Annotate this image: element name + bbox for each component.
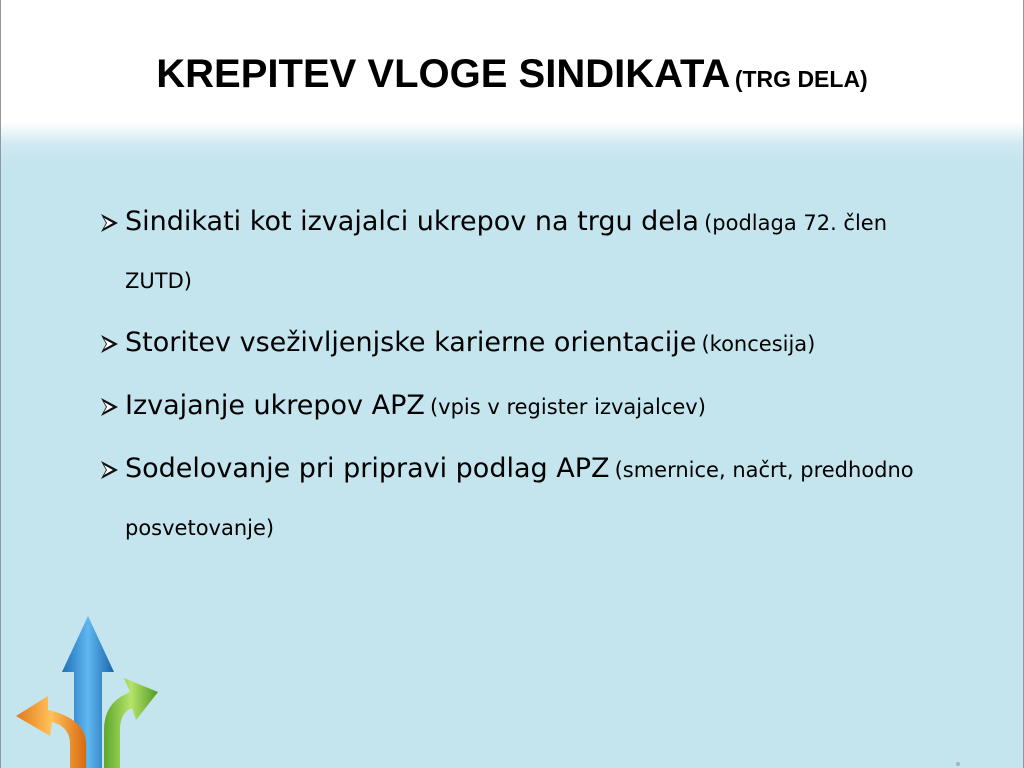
- arrowhead-bullet-icon: [97, 332, 121, 356]
- title-main-text: KREPITEV VLOGE SINDIKATA: [156, 52, 731, 96]
- slide-left-border: [0, 0, 1, 768]
- bullet-note: (koncesija): [701, 332, 816, 356]
- bullet-note: (vpis v register izvajalcev): [429, 395, 706, 419]
- bullet-item: [97, 194, 927, 311]
- bullet-text: Sindikati kot izvajalci ukrepov na trgu dela: [125, 206, 699, 237]
- multicolor-arrows-logo-icon: [8, 612, 168, 768]
- slide-title: [0, 52, 1024, 97]
- bullet-note: (smernice, načrt, predhodno posvetovanje): [125, 458, 914, 540]
- bullet-item: [97, 378, 927, 437]
- page-marker-dot: [956, 762, 960, 766]
- arrowhead-bullet-icon: [97, 395, 121, 419]
- bullet-text: Izvajanje ukrepov APZ: [125, 390, 425, 421]
- title-note-text: (TRG DELA): [734, 66, 868, 92]
- bullet-item: [97, 441, 927, 558]
- bullet-note: (podlaga 72. člen ZUTD): [125, 211, 888, 293]
- bullet-list: [97, 194, 927, 562]
- bullet-item: [97, 315, 927, 374]
- bullet-text: Storitev vseživljenjske karierne orientacije: [125, 327, 697, 358]
- arrowhead-bullet-icon: [97, 211, 121, 235]
- arrowhead-bullet-icon: [97, 458, 121, 482]
- bullet-text: Sodelovanje pri pripravi podlag APZ: [125, 453, 610, 484]
